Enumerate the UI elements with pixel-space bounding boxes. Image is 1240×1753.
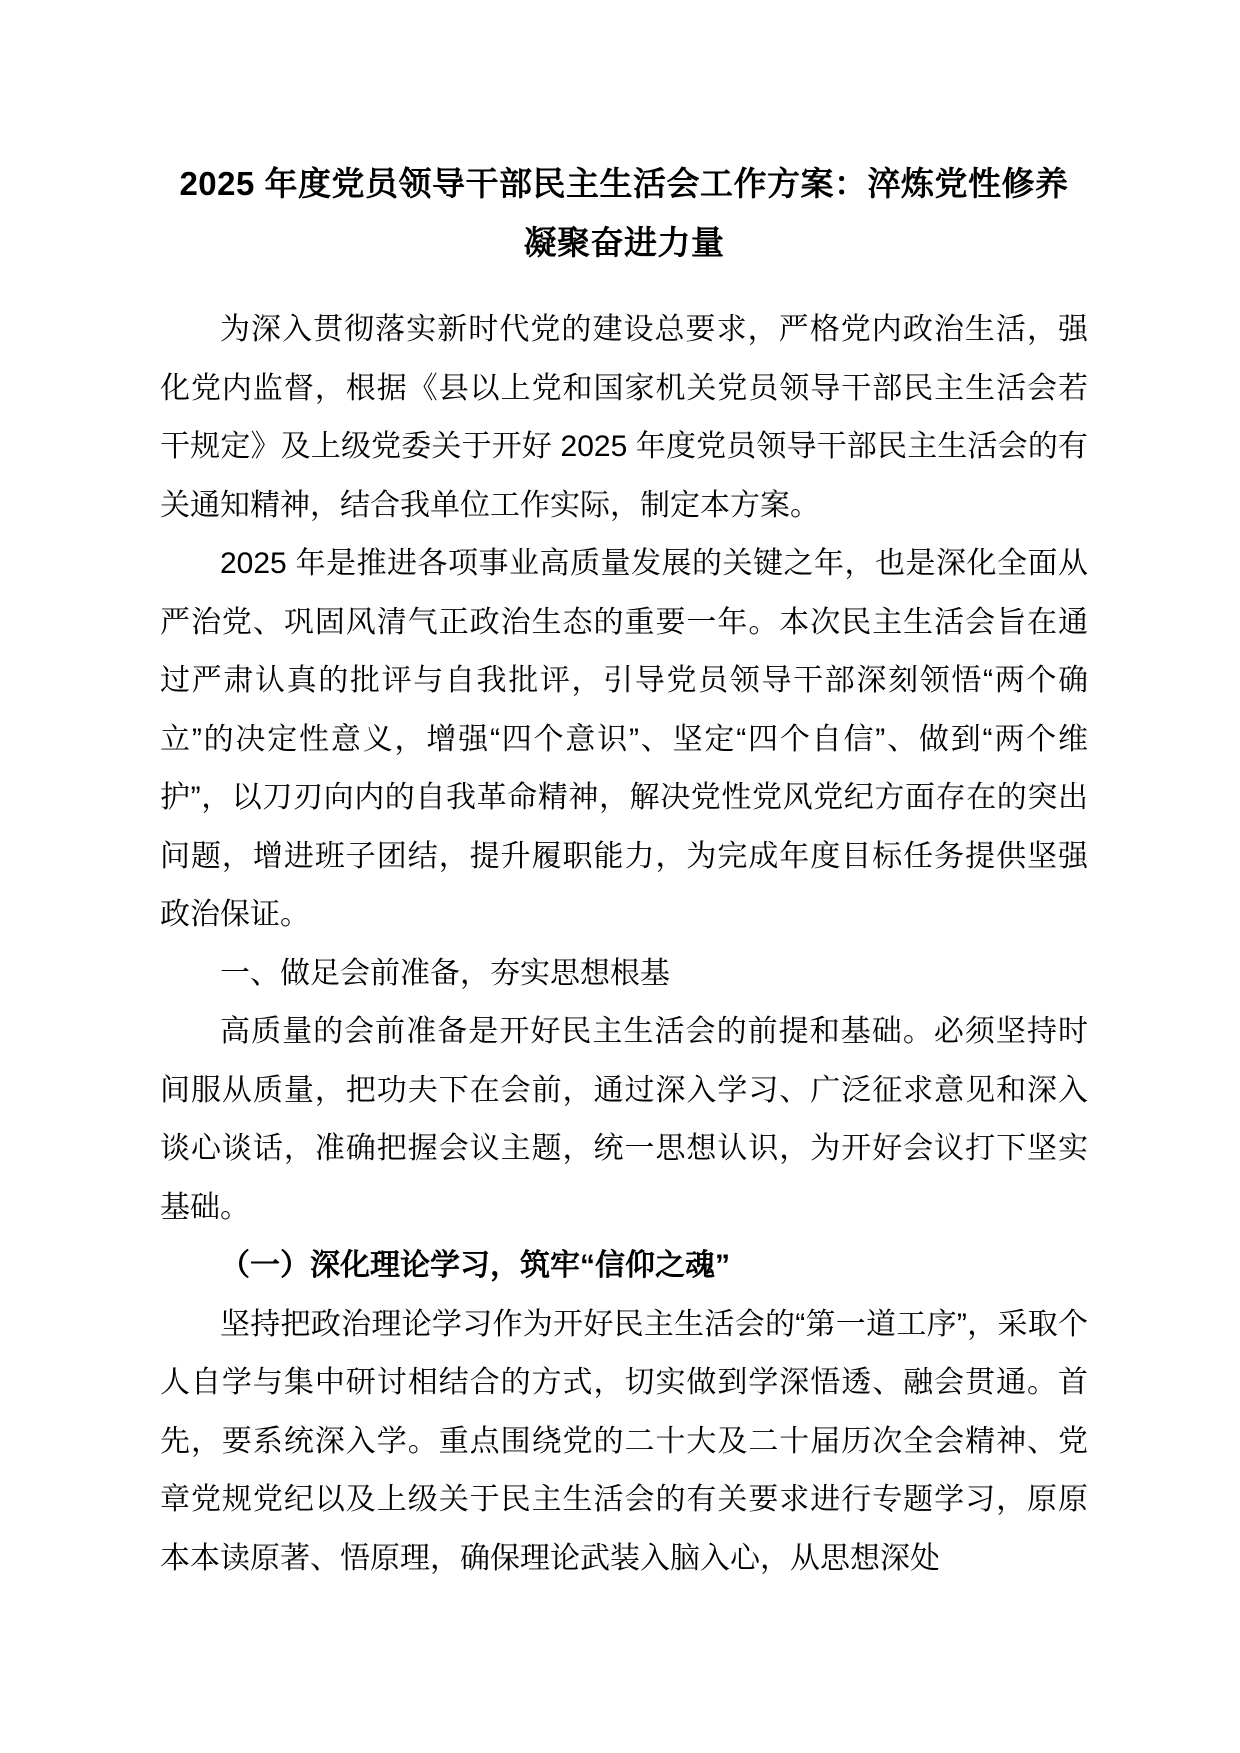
paragraph: 为深入贯彻落实新时代党的建设总要求，严格党内政治生活，强化党内监督，根据《县以上党和国家机关党员领导干部民主生活会若干规定》及上级党委关于开好 2025 年度党员领导干部民主生活会的有关通知精神，结合我单位工作实际，制定本方案。 [160, 313, 1088, 522]
document-title: 2025 年度党员领导干部民主生活会工作方案：淬炼党性修养 凝聚奋进力量 [179, 165, 1069, 261]
paragraph: 高质量的会前准备是开好民主生活会的前提和基础。必须坚持时间服从质量，把功夫下在会前，通过深入学习、广泛征求意见和深入谈心谈话，准确把握会议主题，统一思想认识，为开好会议打下坚实基础。 [160, 1015, 1088, 1224]
heading1: 一、做足会前准备，夯实思想根基 [220, 956, 670, 990]
paragraph: 2025 年是推进各项事业高质量发展的关键之年，也是深化全面从严治党、巩固风清气正政治生态的重要一年。本次民主生活会旨在通过严肃认真的批评与自我批评，引导党员领导干部深刻领悟“两个确立”的决定性意义，增强“四个意识”、坚定“四个自信”、做到“两个维护”，以刀刃向内的自我革命精神，解决党性党风党纪方面存在的突出问题，增进班子团结，提升履职能力，为完成年度目标任务提供坚强政治保证。 [160, 547, 1088, 931]
paragraph: 坚持把政治理论学习作为开好民主生活会的“第一道工序”，采取个人自学与集中研讨相结合的方式，切实做到学深悟透、融会贯通。首先，要系统深入学。重点围绕党的二十大及二十届历次全会精神、党章党规党纪以及上级关于民主生活会的有关要求进行专题学习，原原本本读原著、悟原理，确保理论武装入脑入心，从思想深处 [160, 1307, 1088, 1575]
document-body [160, 301, 1088, 1588]
heading2: （一）深化理论学习，筑牢“信仰之魂” [220, 1249, 730, 1282]
